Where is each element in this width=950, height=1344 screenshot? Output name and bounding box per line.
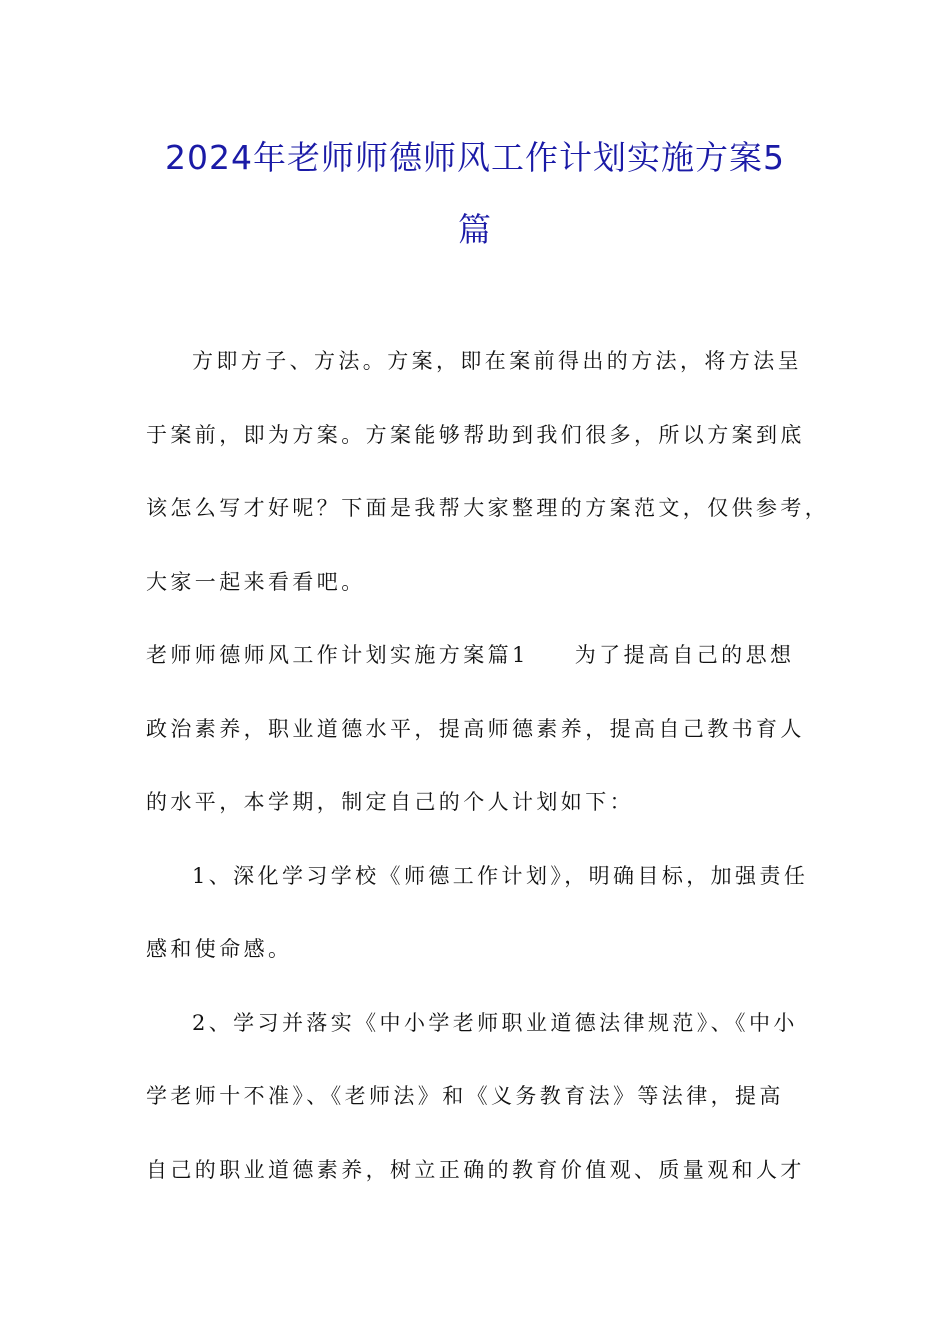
title-line-1: 2024年老师师德师风工作计划实施方案5 bbox=[165, 138, 785, 177]
section-heading-line bbox=[146, 619, 811, 693]
list-item-2-line: 2、学习并落实《中小学老师职业道德法律规范》、《中小 bbox=[192, 1010, 798, 1035]
body-line: 该怎么写才好呢？下面是我帮大家整理的方案范文，仅供参考， bbox=[146, 496, 830, 520]
section-heading: 老师师德师风工作计划实施方案篇1 bbox=[146, 643, 529, 667]
body-line: 方即方子、方法。方案，即在案前得出的方法，将方法呈 bbox=[192, 349, 802, 373]
body-line: 政治素养，职业道德水平，提高师德素养，提高自己教书育人 bbox=[146, 716, 805, 741]
body-line: 于案前，即为方案。方案能够帮助到我们很多，所以方案到底 bbox=[146, 422, 805, 447]
section-intro-start: 为了提高自己的思想 bbox=[574, 643, 795, 667]
body-line: 的水平，本学期，制定自己的个人计划如下： bbox=[146, 790, 634, 814]
body-line: 感和使命感。 bbox=[146, 937, 293, 961]
title-line-2: 篇 bbox=[458, 210, 492, 249]
body-line: 自己的职业道德素养，树立正确的教育价值观、质量观和人才 bbox=[146, 1157, 805, 1182]
list-item-1-line: 1、深化学习学校《师德工作计划》，明确目标，加强责任 bbox=[192, 863, 809, 888]
document-body bbox=[146, 325, 830, 1207]
body-line: 大家一起来看看吧。 bbox=[146, 569, 366, 594]
body-line: 学老师十不准》、《老师法》和《义务教育法》等法律，提高 bbox=[146, 1084, 784, 1108]
document-title bbox=[0, 122, 950, 266]
